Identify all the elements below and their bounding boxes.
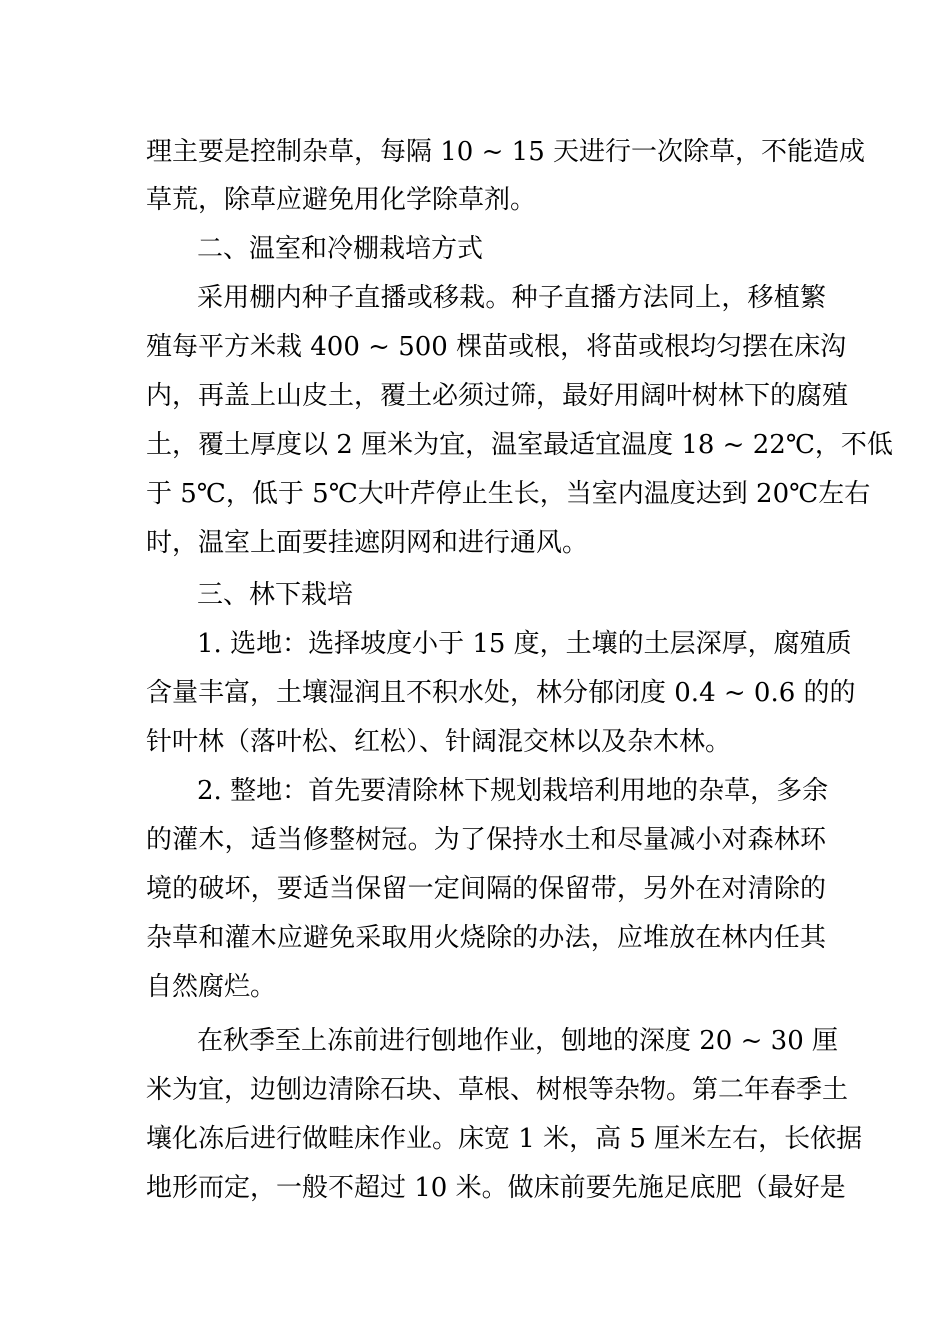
paragraph-line: 境的破坏，要适当保留一定间隔的保留带，另外在对清除的 bbox=[146, 874, 826, 904]
section-heading: 三、林下栽培 bbox=[197, 580, 354, 610]
paragraph-line: 地形而定，一般不超过 10 米。做床前要先施足底肥（最好是 bbox=[146, 1173, 846, 1203]
paragraph-line: 米为宜，边刨边清除石块、草根、树根等杂物。第二年春季土 bbox=[146, 1075, 849, 1105]
paragraph-line: 含量丰富，土壤湿润且不积水处，林分郁闭度 0.4 ~ 0.6 的的 bbox=[146, 678, 856, 708]
paragraph-line: 在秋季至上冻前进行刨地作业，刨地的深度 20 ~ 30 厘 bbox=[197, 1026, 839, 1056]
paragraph-line: 壤化冻后进行做畦床作业。床宽 1 米，高 5 厘米左右，长依据 bbox=[146, 1124, 863, 1154]
paragraph-line: 针叶林（落叶松、红松）、针阔混交林以及杂木林。 bbox=[146, 727, 732, 757]
paragraph-line: 草荒，除草应避免用化学除草剂。 bbox=[146, 185, 537, 215]
paragraph-line: 杂草和灌木应避免采取用火烧除的办法，应堆放在林内任其 bbox=[146, 923, 826, 953]
paragraph-line: 于 5℃，低于 5℃大叶芹停止生长，当室内温度达到 20℃左右 bbox=[146, 479, 871, 509]
paragraph-line: 采用棚内种子直播或移栽。种子直播方法同上，移植繁 bbox=[197, 283, 826, 313]
section-heading: 二、温室和冷棚栽培方式 bbox=[197, 234, 484, 264]
paragraph-line: 内，再盖上山皮土，覆土必须过筛，最好用阔叶树林下的腐殖 bbox=[146, 381, 849, 411]
paragraph-line: 自然腐烂。 bbox=[146, 972, 277, 1002]
paragraph-line: 土，覆土厚度以 2 厘米为宜，温室最适宜温度 18 ~ 22℃，不低 bbox=[146, 430, 893, 460]
paragraph-line: 1. 选地：选择坡度小于 15 度，土壤的土层深厚，腐殖质 bbox=[197, 629, 852, 659]
paragraph-line: 的灌木，适当修整树冠。为了保持水土和尽量减小对森林环 bbox=[146, 825, 826, 855]
paragraph-line: 时，温室上面要挂遮阴网和进行通风。 bbox=[146, 528, 589, 558]
paragraph-line: 理主要是控制杂草，每隔 10 ~ 15 天进行一次除草，不能造成 bbox=[146, 137, 866, 167]
paragraph-line: 2. 整地：首先要清除林下规划栽培利用地的杂草，多余 bbox=[197, 776, 829, 806]
paragraph-line: 殖每平方米栽 400 ~ 500 棵苗或根，将苗或根均匀摆在床沟 bbox=[146, 332, 847, 362]
